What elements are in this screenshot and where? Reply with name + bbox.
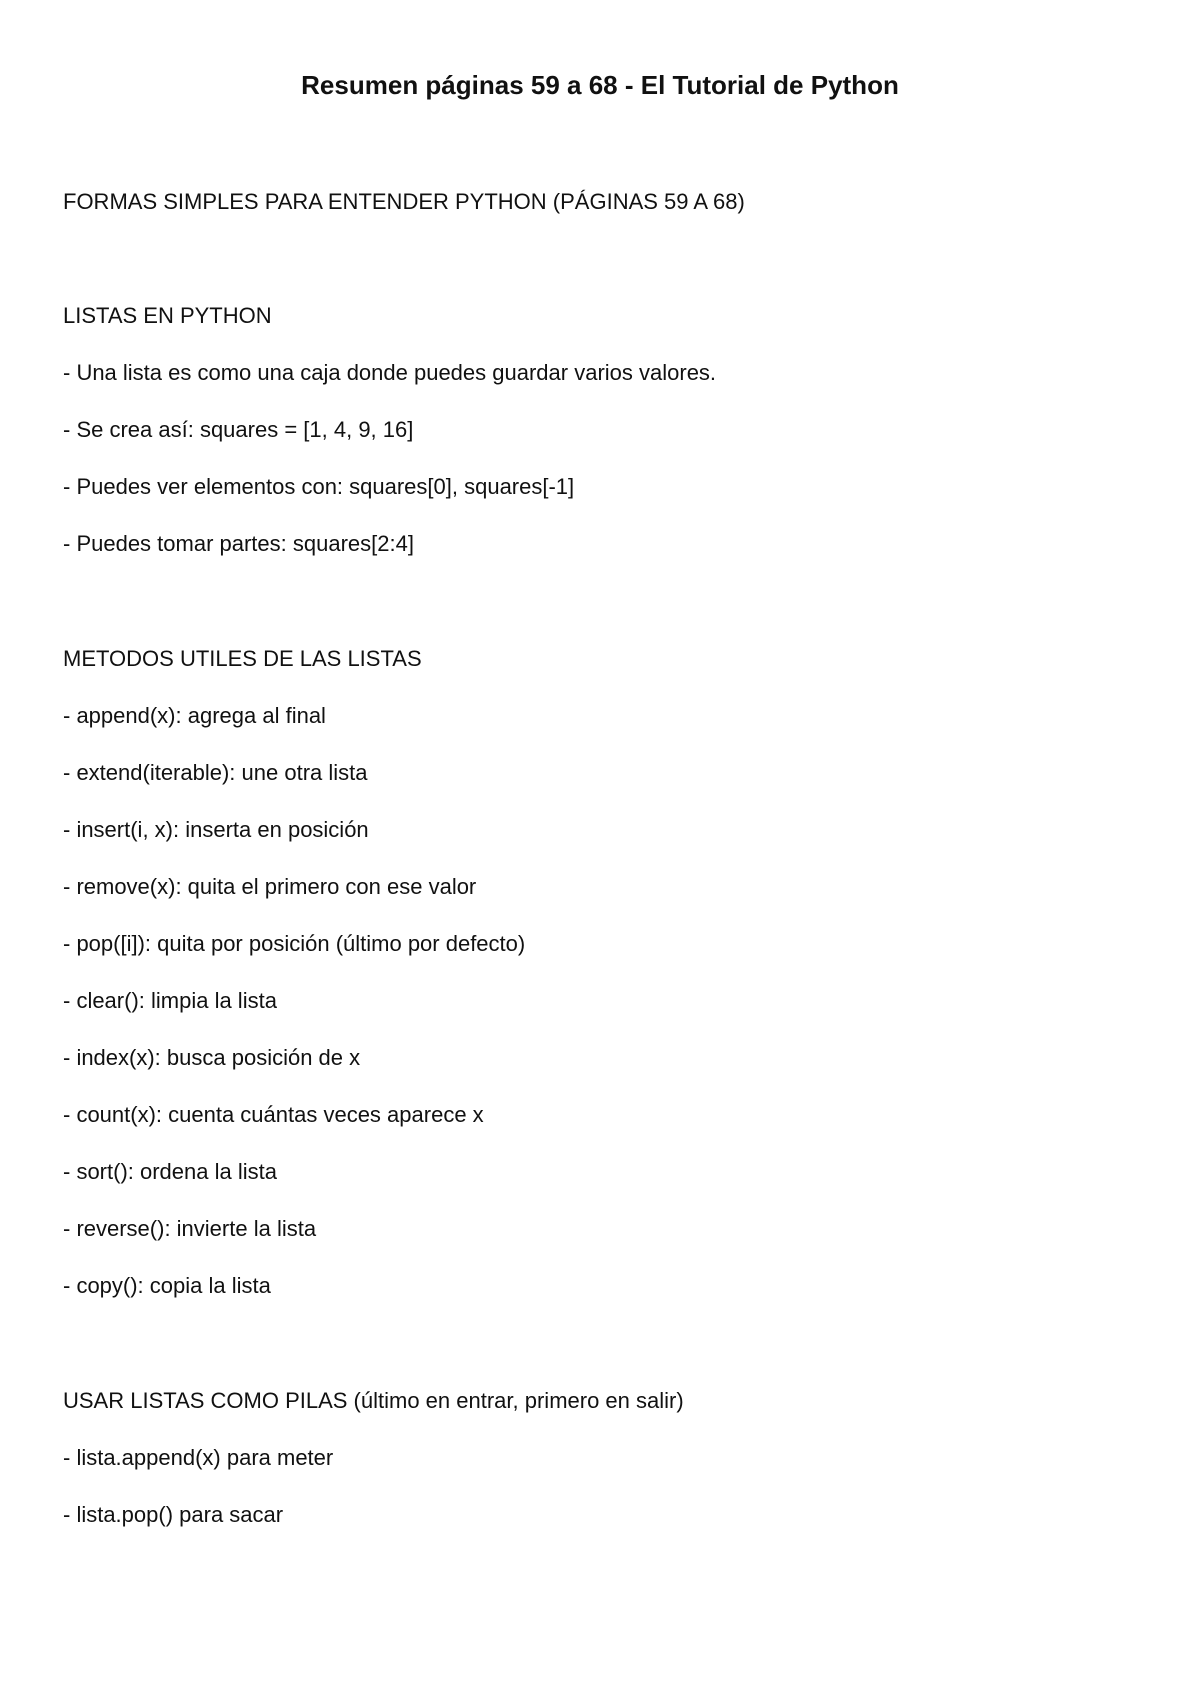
list-item: - clear(): limpia la lista [63, 988, 277, 1013]
document-title: Resumen páginas 59 a 68 - El Tutorial de Python [301, 70, 899, 100]
list-item: - lista.append(x) para meter [63, 1445, 334, 1470]
list-item: - remove(x): quita el primero con ese valor [63, 874, 477, 899]
list-item: - reverse(): invierte la lista [63, 1216, 317, 1241]
section-heading-listas: LISTAS EN PYTHON [63, 303, 272, 328]
list-item: - extend(iterable): une otra lista [63, 760, 368, 785]
intro-heading: FORMAS SIMPLES PARA ENTENDER PYTHON (PÁGINAS 59 A 68) [63, 189, 745, 214]
list-item: - lista.pop() para sacar [63, 1502, 284, 1527]
list-item: - Puedes tomar partes: squares[2:4] [63, 531, 414, 556]
list-item: - count(x): cuenta cuántas veces aparece x [63, 1102, 484, 1127]
list-item: - index(x): busca posición de x [63, 1045, 361, 1070]
list-item: - append(x): agrega al final [63, 703, 326, 728]
list-item: - Se crea así: squares = [1, 4, 9, 16] [63, 417, 414, 442]
list-item: - copy(): copia la lista [63, 1273, 271, 1298]
section-heading-metodos: METODOS UTILES DE LAS LISTAS [63, 646, 422, 671]
list-item: - pop([i]): quita por posición (último por defecto) [63, 931, 526, 956]
list-item: - Una lista es como una caja donde puedes guardar varios valores. [63, 360, 717, 385]
list-item: - sort(): ordena la lista [63, 1159, 277, 1184]
list-item: - insert(i, x): inserta en posición [63, 817, 369, 842]
section-heading-pilas: USAR LISTAS COMO PILAS (último en entrar, primero en salir) [63, 1388, 684, 1413]
list-item: - Puedes ver elementos con: squares[0], squares[-1] [63, 474, 575, 499]
